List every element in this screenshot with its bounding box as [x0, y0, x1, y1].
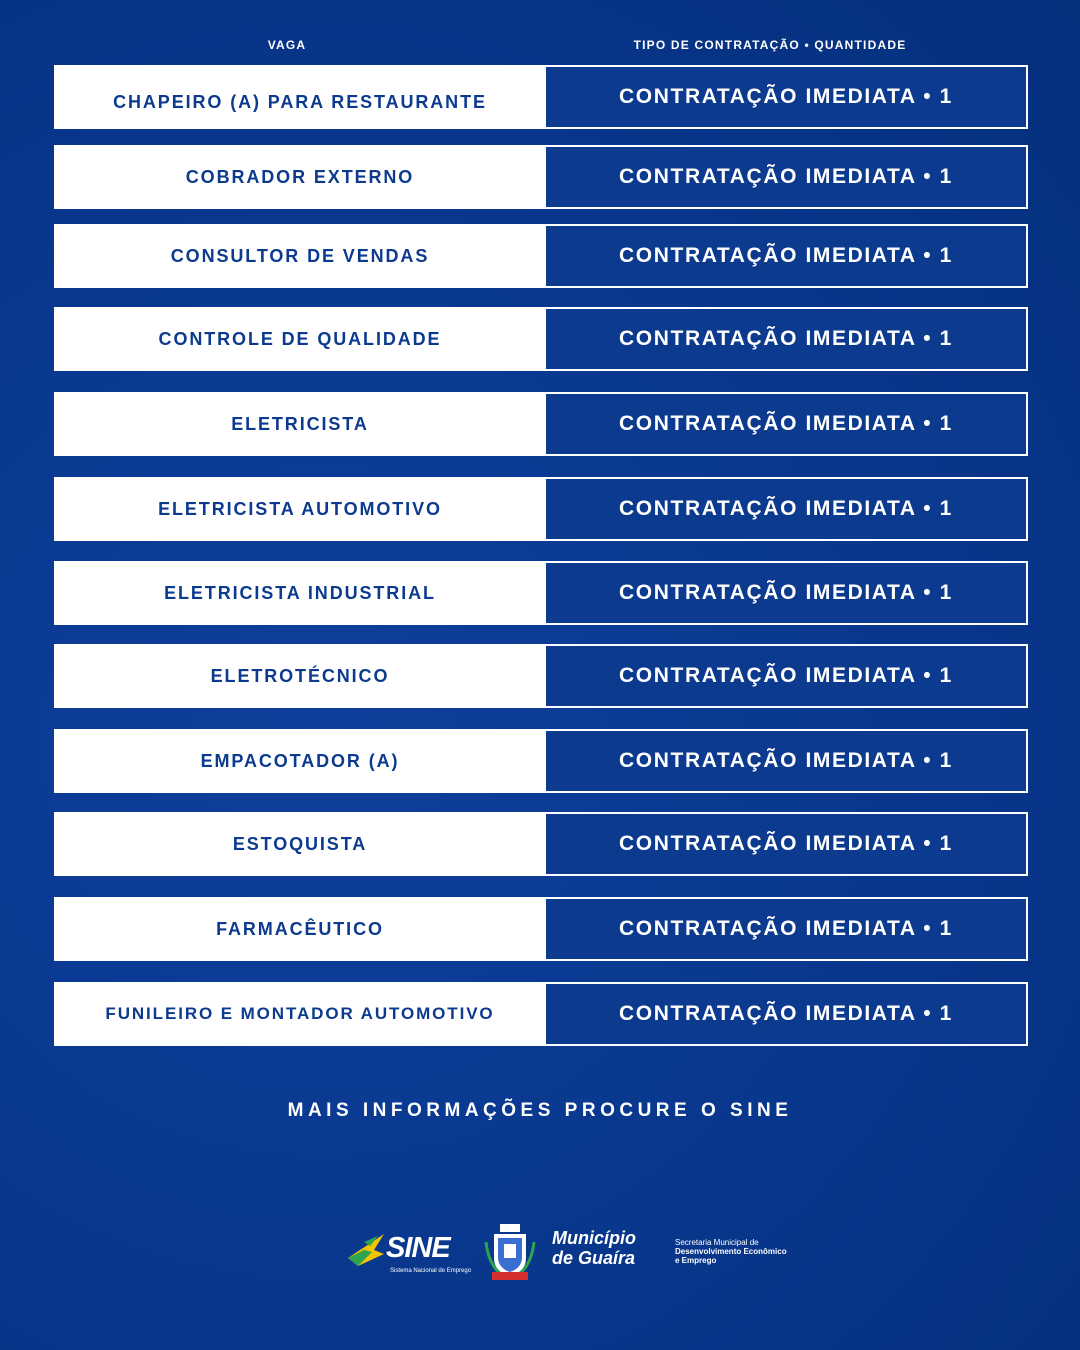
hiring-type: CONTRATAÇÃO IMEDIATA • 1: [546, 65, 1028, 129]
footer-info: MAIS INFORMAÇÕES PROCURE O SINE: [287, 1100, 793, 1121]
job-row: [54, 307, 1030, 371]
job-row: [54, 729, 1030, 793]
job-title: CONTROLE DE QUALIDADE: [54, 307, 546, 371]
table-header: [0, 38, 1080, 54]
hiring-type: CONTRATAÇÃO IMEDIATA • 1: [546, 224, 1028, 288]
hiring-type: CONTRATAÇÃO IMEDIATA • 1: [546, 561, 1028, 625]
job-title: CHAPEIRO (A) PARA RESTAURANTE: [54, 65, 546, 129]
hiring-type: CONTRATAÇÃO IMEDIATA • 1: [546, 145, 1028, 209]
hiring-type: CONTRATAÇÃO IMEDIATA • 1: [546, 392, 1028, 456]
job-title: ELETRICISTA: [54, 392, 546, 456]
job-title: EMPACOTADOR (A): [54, 729, 546, 793]
hiring-type: CONTRATAÇÃO IMEDIATA • 1: [546, 307, 1028, 371]
job-row: [54, 477, 1030, 541]
job-title: ELETRICISTA AUTOMOTIVO: [54, 477, 546, 541]
job-row: [54, 982, 1030, 1046]
sine-tagline: Sistema Nacional de Emprego: [390, 1268, 472, 1274]
job-row: [54, 392, 1030, 456]
secretaria-line3: e Emprego: [675, 1256, 717, 1265]
municipio-wordmark: [552, 1228, 636, 1268]
job-row: [54, 897, 1030, 961]
hiring-type: CONTRATAÇÃO IMEDIATA • 1: [546, 729, 1028, 793]
job-row: [54, 65, 1030, 129]
job-title: ELETROTÉCNICO: [54, 644, 546, 708]
guaira-crest: [480, 1222, 540, 1282]
sine-swoosh-icon: [344, 1228, 388, 1272]
hiring-type: CONTRATAÇÃO IMEDIATA • 1: [546, 897, 1028, 961]
column-header-tipo: TIPO DE CONTRATAÇÃO • QUANTIDADE: [633, 38, 907, 52]
secretaria-line2: Desenvolvimento Econômico: [675, 1247, 787, 1256]
job-title: ELETRICISTA INDUSTRIAL: [54, 561, 546, 625]
job-title: COBRADOR EXTERNO: [54, 145, 546, 209]
hiring-type: CONTRATAÇÃO IMEDIATA • 1: [546, 812, 1028, 876]
job-title: FUNILEIRO E MONTADOR AUTOMOTIVO: [54, 982, 546, 1046]
sponsor-logos: [340, 1218, 800, 1282]
crest-icon: [480, 1222, 540, 1282]
hiring-type: CONTRATAÇÃO IMEDIATA • 1: [546, 477, 1028, 541]
secretaria-text: [675, 1238, 805, 1265]
job-row: [54, 561, 1030, 625]
municipio-line1: Município: [552, 1228, 636, 1248]
hiring-type: CONTRATAÇÃO IMEDIATA • 1: [546, 982, 1028, 1046]
job-row: [54, 812, 1030, 876]
job-row: [54, 145, 1030, 209]
job-title: ESTOQUISTA: [54, 812, 546, 876]
secretaria-line1: Secretaria Municipal de: [675, 1238, 759, 1247]
sine-logo: [344, 1228, 472, 1276]
municipio-line2: de Guaíra: [552, 1248, 636, 1268]
job-title: CONSULTOR DE VENDAS: [54, 224, 546, 288]
hiring-type: CONTRATAÇÃO IMEDIATA • 1: [546, 644, 1028, 708]
job-row: [54, 224, 1030, 288]
job-row: [54, 644, 1030, 708]
sine-wordmark: SINE: [386, 1232, 450, 1264]
job-title: FARMACÊUTICO: [54, 897, 546, 961]
column-header-vaga: VAGA: [267, 38, 307, 52]
